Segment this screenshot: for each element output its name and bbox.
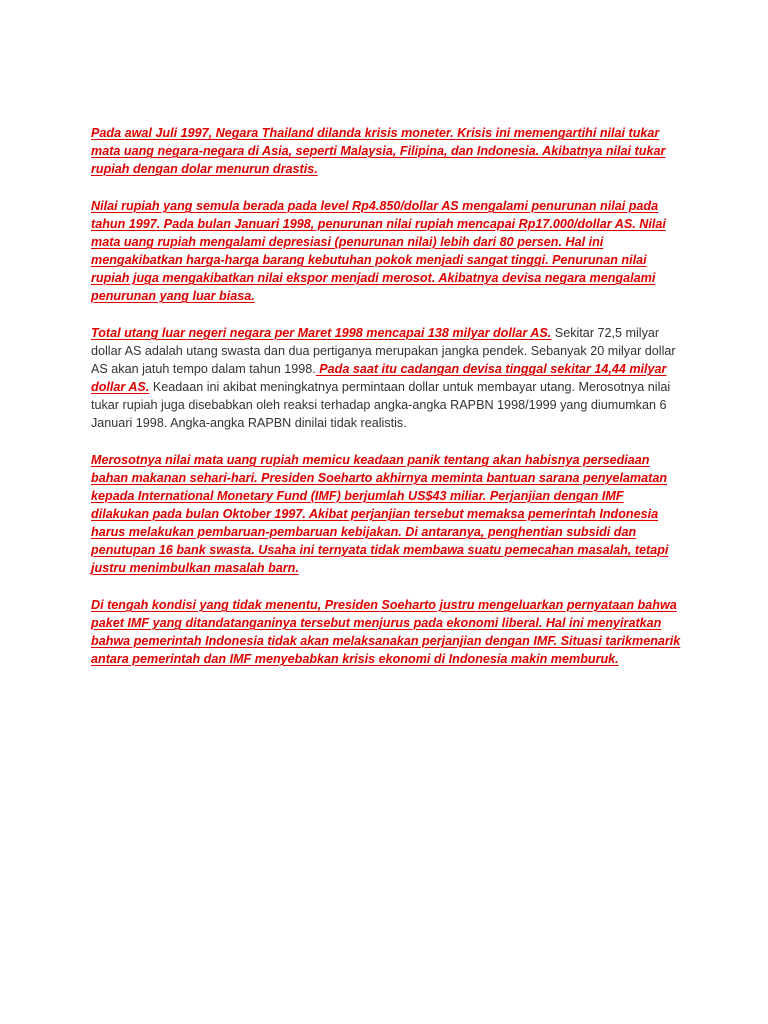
paragraph-imf-tension: Di tengah kondisi yang tidak menentu, Presiden Soeharto justru mengeluarkan pernyataan bahwa paket IMF yang ditandatanganinya tersebut menjurus pada ekonomi liberal. Hal ini menyiratkan bahwa pemerintah Indonesia tidak akan melaksanakan perjanjian dengan IMF. Situasi tarikmenarik antara pemerintah dan IMF menyebabkan krisis ekonomi di Indonesia makin memburuk. — [91, 598, 681, 666]
highlight-total-debt: Total utang luar negeri negara per Maret 1998 mencapai 138 milyar dollar AS. — [91, 326, 552, 340]
paragraph-imf-assistance: Merosotnya nilai mata uang rupiah memicu keadaan panik tentang akan habisnya persediaan bahan makanan sehari-hari. Presiden Soeharto akhirnya meminta bantuan sarana penyelamatan kepada International Monetary Fund (IMF) berjumlah US$43 miliar. Perjanjian dengan IMF dilakukan pada bulan Oktober 1997. Akibat perjanjian tersebut memaksa pemerintah Indonesia harus melakukan pembaruan-pembaruan kebijakan. Di antaranya, penghentian subsidi dan penutupan 16 bank swasta. Usaha ini ternyata tidak membawa suatu pemecahan masalah, tetapi justru menimbulkan masalah barn. — [91, 453, 669, 575]
paragraph-foreign-debt — [91, 324, 681, 432]
highlight-reserves: Pada saat itu cadangan devisa tinggal sekitar 14,44 milyar dollar AS. — [91, 362, 667, 394]
paragraph-rupiah-depreciation: Nilai rupiah yang semula berada pada level Rp4.850/dollar AS mengalami penurunan nilai pada tahun 1997. Pada bulan Januari 1998, penurunan nilai rupiah mencapai Rp17.000/dollar AS. Nilai mata uang rupiah mengalami depresiasi (penurunan nilai) lebih dari 80 persen. Hal ini mengakibatkan harga-harga barang kebutuhan pokok menjadi sangat tinggi. Penurunan nilai rupiah juga mengakibatkan nilai ekspor menjadi merosot. Akibatnya devisa negara mengalami penurunan yang luar biasa. — [91, 199, 666, 303]
paragraph-thailand-crisis: Pada awal Juli 1997, Negara Thailand dilanda krisis moneter. Krisis ini memengartihi nilai tukar mata uang negara-negara di Asia, seperti Malaysia, Filipina, dan Indonesia. Akibatnya nilai tukar rupiah dengan dolar menurun drastis. — [91, 126, 666, 176]
text-private-debt: Sekitar 72,5 milyar dollar AS adalah utang swasta dan dua pertiganya merupakan jangka pendek. Sebanyak 20 milyar dollar AS akan jatuh tempo dalam tahun 1998. — [91, 326, 676, 376]
text-rapbn-reaction: Keadaan ini akibat meningkatnya permintaan dollar untuk membayar utang. Merosotnya nilai tukar rupiah juga disebabkan oleh reaksi terhadap angka-angka RAPBN 1998/1999 yang diumumkan 6 Januari 1998. Angka-angka RAPBN dinilai tidak realistis. — [91, 380, 671, 430]
document-page — [91, 124, 681, 687]
